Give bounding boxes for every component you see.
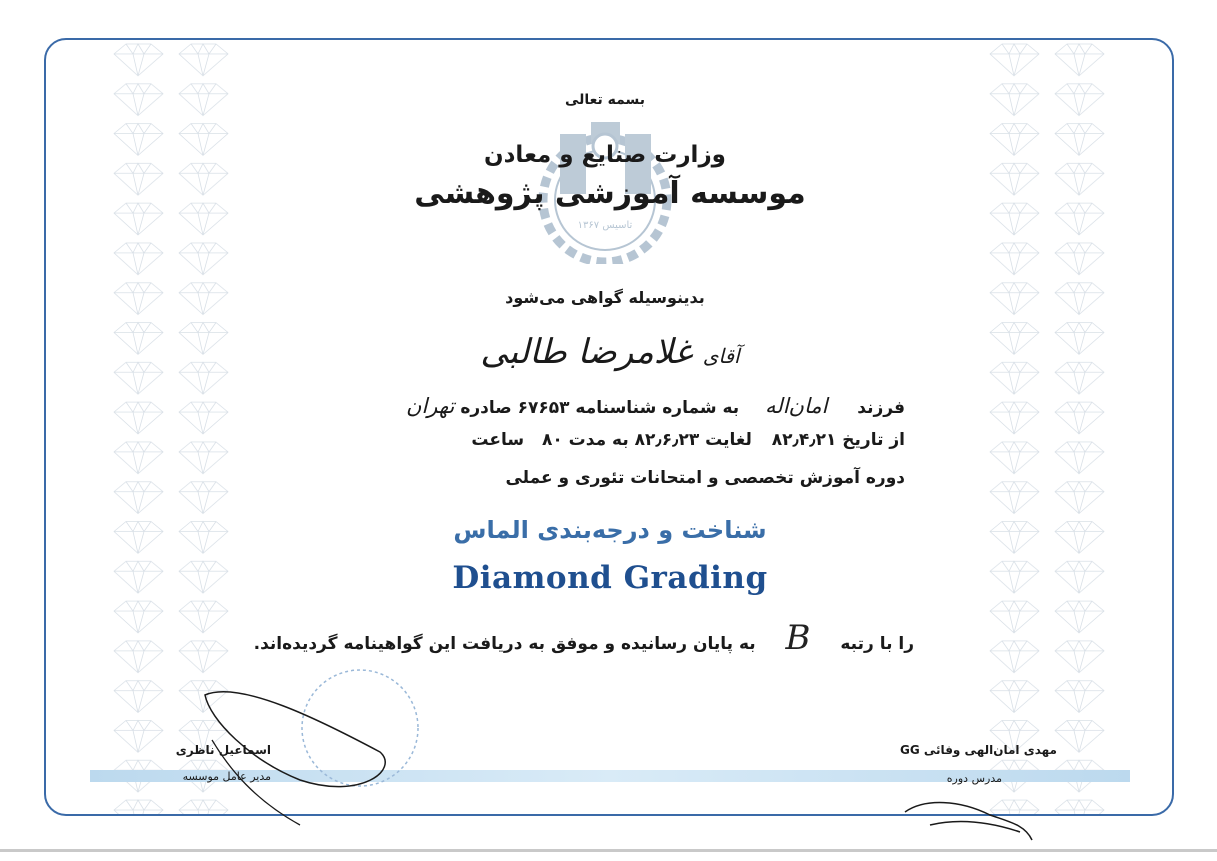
logo-arc-text: تاسیس ۱۳۶۷ (577, 220, 633, 231)
date-to: ۸۲٫۶٫۲۳ (634, 430, 700, 450)
rank-value: B (785, 618, 811, 658)
label-rank: را با رتبه (840, 634, 914, 654)
recipient-prefix: آقای (702, 344, 740, 368)
label-issued: صادره (460, 398, 512, 418)
date-from: ۸۲٫۴٫۲۱ (771, 430, 837, 450)
diamond-pattern-left (106, 40, 236, 814)
course-title-en: Diamond Grading (452, 560, 768, 596)
ministry-title: وزارت صنایع و معادن (484, 142, 726, 168)
father-id-line (406, 394, 905, 418)
father-name: امان‌اله (765, 394, 828, 418)
course-title-fa: شناخت و درجه‌بندی الماس (453, 516, 767, 544)
signer-right-name: مهدی امان‌الهی وفائی GG (900, 743, 1057, 757)
scan-edge-line (0, 849, 1217, 852)
signer-right-role: مدرس دوره (946, 772, 1002, 785)
hours-value: ۸۰ (541, 430, 563, 450)
label-from: از تاریخ (842, 430, 905, 450)
recipient-name: غلامرضا طالبی (480, 332, 692, 372)
label-to: لغایت (705, 430, 752, 450)
label-id-number: به شماره شناسنامه (575, 398, 740, 418)
label-hours: ساعت (471, 430, 525, 450)
diamond-pattern-right (982, 40, 1112, 814)
label-child: فرزند (857, 398, 905, 418)
recipient-line (400, 332, 820, 372)
certify-text: بدینوسیله گواهی می‌شود (505, 288, 705, 307)
bismillah-heading: بسمه تعالی (564, 92, 646, 108)
completion-line (254, 618, 914, 658)
institute-title: موسسه آموزشی پژوهشی (414, 176, 806, 211)
date-line (471, 430, 905, 450)
signer-left-name: اسماعیل ناظری (175, 743, 271, 757)
issued-place: تهران (406, 394, 455, 418)
signer-left-role: مدیر عامل موسسه (182, 770, 271, 783)
completion-text: به پایان رسانیده و موفق به دریافت این گواهینامه گردیده‌اند. (253, 634, 756, 654)
id-number: ۶۷۶۵۳ (517, 398, 570, 418)
course-type-line: دوره آموزش تخصصی و امتحانات تئوری و عملی (505, 468, 905, 488)
label-duration: به مدت (568, 430, 629, 450)
